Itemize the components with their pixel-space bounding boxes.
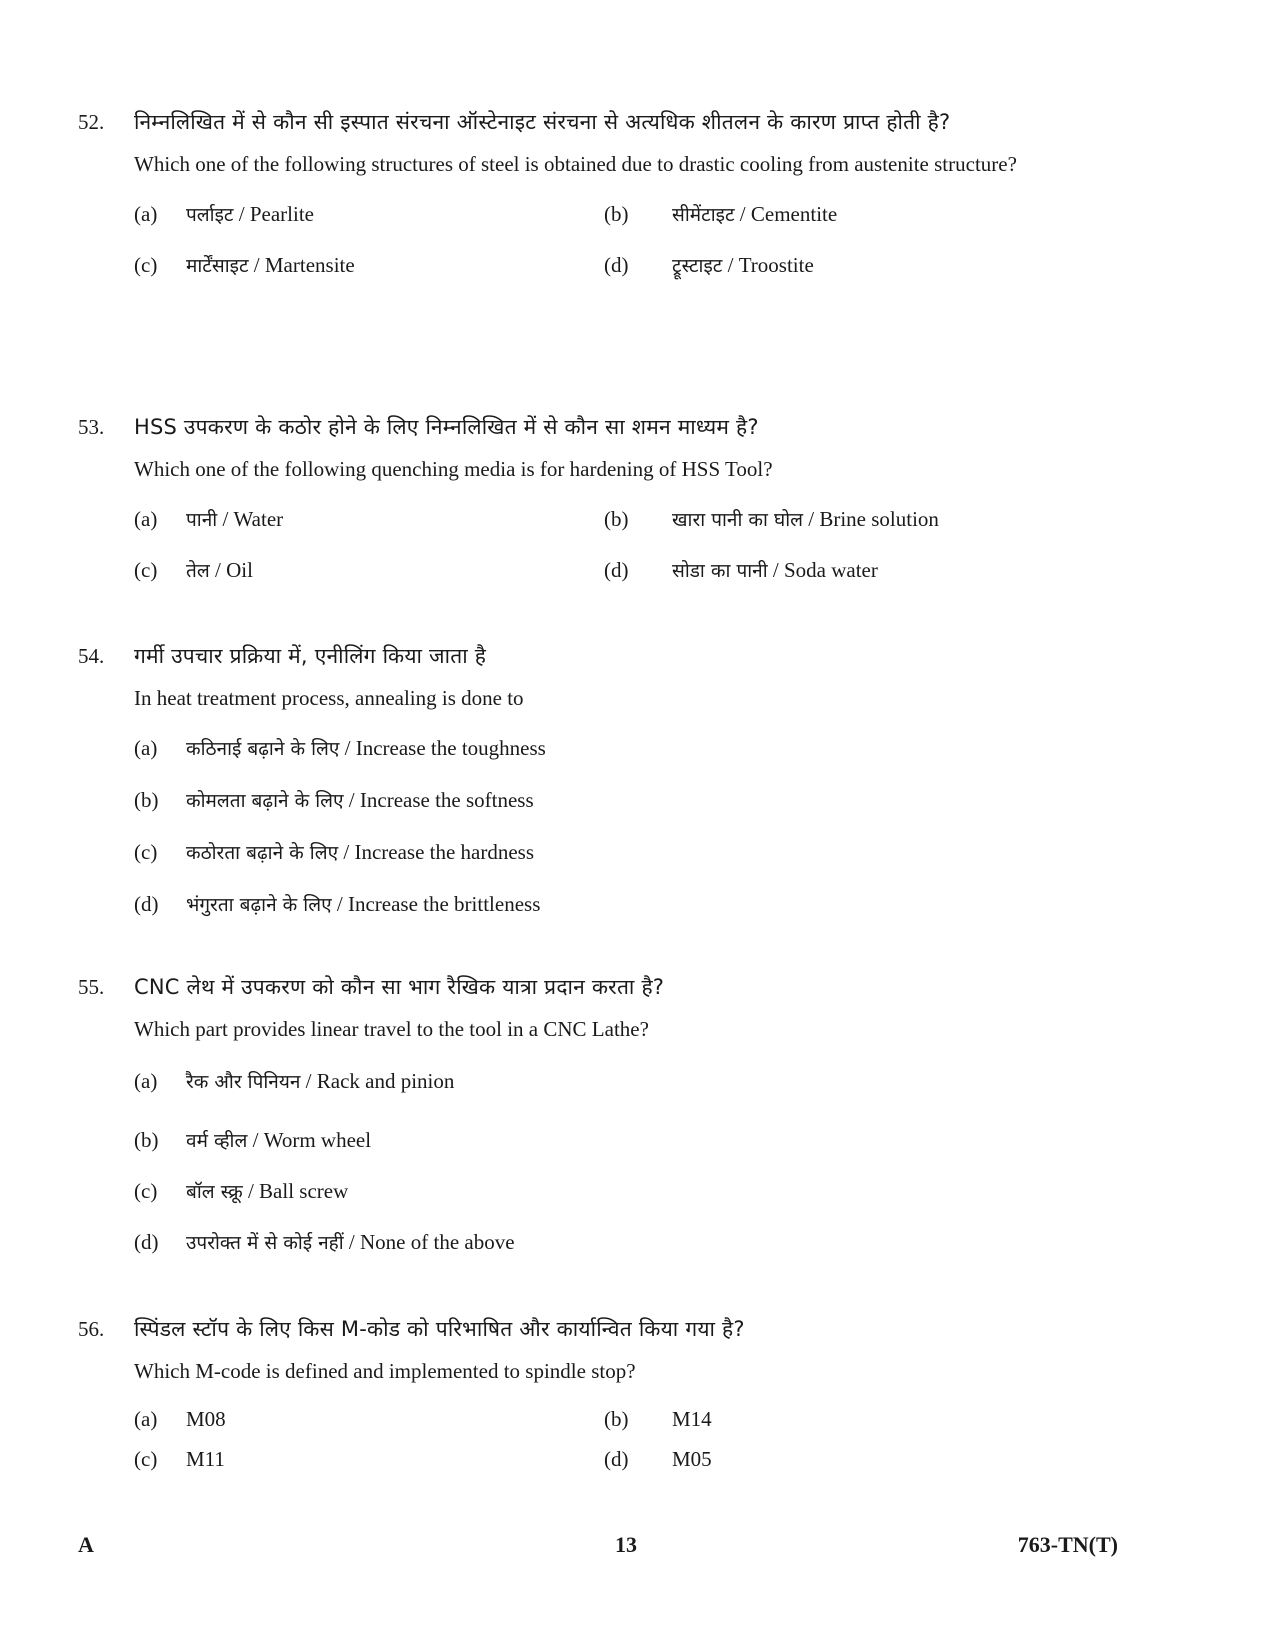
option-label: (c) (134, 1447, 158, 1471)
option-b (134, 785, 1138, 816)
option-b (604, 504, 1074, 535)
option-text-english: Increase the softness (359, 788, 534, 812)
option-c (134, 1444, 604, 1474)
option-text-hindi: तेल (186, 560, 210, 582)
option-text-hindi: वर्म व्हील (186, 1130, 248, 1152)
option-text-hindi: सोडा का पानी (672, 560, 768, 582)
option-label: (c) (134, 840, 158, 864)
option-separator: / (209, 558, 227, 582)
option-text-hindi: पर्लाइट (186, 204, 234, 226)
option-text-english: Pearlite (249, 202, 314, 226)
page-number: 13 (615, 1532, 637, 1557)
question-text-english: In heat treatment process, annealing is done to (134, 686, 524, 710)
option-text-english: Brine solution (819, 507, 939, 531)
option-text-hindi: सीमेंटाइट (672, 204, 735, 226)
option-separator: / (242, 1179, 260, 1203)
question-55 (78, 972, 1138, 1258)
question-text-english: Which M-code is defined and implemented to spindle stop? (134, 1359, 636, 1383)
question-text-hindi: स्पिंडल स्टॉप के लिए किस M-कोड को परिभाषित और कार्यान्वित किया गया है? (134, 1317, 745, 1341)
option-separator: / (343, 788, 360, 812)
option-separator: / (722, 253, 739, 277)
option-d (134, 889, 1138, 920)
option-a (134, 1066, 1138, 1097)
option-label: (d) (604, 253, 629, 277)
option-text-hindi: भंगुरता बढ़ाने के लिए (186, 894, 332, 916)
option-text-english: Worm wheel (263, 1128, 372, 1152)
question-52 (78, 107, 1138, 281)
option-a (134, 1404, 604, 1434)
option-text-english: Increase the toughness (355, 736, 546, 760)
option-b (134, 1125, 1138, 1156)
option-a (134, 199, 604, 230)
question-text-hindi: CNC लेथ में उपकरण को कौन सा भाग रैखिक यात्रा प्रदान करता है? (134, 975, 665, 999)
option-c (134, 1176, 1138, 1207)
option-d (604, 555, 1074, 586)
option-separator: / (767, 558, 784, 582)
series-code: A (78, 1532, 94, 1557)
option-a (134, 504, 604, 535)
option-label: (b) (604, 507, 629, 531)
option-separator: / (803, 507, 820, 531)
option-text-english: Water (233, 507, 284, 531)
option-text-hindi: कठिनाई बढ़ाने के लिए (186, 738, 340, 760)
option-a (134, 733, 1138, 764)
option-label: (c) (134, 1179, 158, 1203)
question-text-hindi: निम्नलिखित में से कौन सी इस्पात संरचना ऑस्टेनाइट संरचना से अत्यधिक शीतलन के कारण प्राप्त होती है? (134, 110, 951, 134)
option-c (134, 555, 604, 586)
option-label: (a) (134, 1407, 158, 1431)
question-number: 56. (78, 1317, 105, 1341)
option-label: (d) (604, 558, 629, 582)
option-d (604, 1444, 1074, 1474)
option-b (604, 1404, 1074, 1434)
option-label: (a) (134, 736, 158, 760)
options-list (134, 1066, 1138, 1258)
option-label: (a) (134, 202, 158, 226)
options-grid (134, 199, 1138, 281)
option-text-hindi: ट्रूस्टाइट (672, 255, 723, 277)
option-separator: / (339, 736, 356, 760)
option-text-hindi: रैक और पिनियन (186, 1071, 301, 1093)
option-text-hindi: कठोरता बढ़ाने के लिए (186, 842, 339, 864)
options-grid (134, 504, 1138, 586)
option-text-english: Rack and pinion (316, 1069, 455, 1093)
option-text-english: Martensite (264, 253, 355, 277)
paper-code: 763-TN(T) (1017, 1532, 1118, 1557)
option-text-english: M11 (186, 1447, 225, 1471)
question-number: 55. (78, 975, 105, 999)
question-number: 53. (78, 415, 105, 439)
option-text-english: M08 (186, 1407, 226, 1431)
option-label: (a) (134, 1069, 158, 1093)
option-separator: / (247, 1128, 264, 1152)
option-text-english: Increase the hardness (354, 840, 535, 864)
question-text-hindi: गर्मी उपचार प्रक्रिया में, एनीलिंग किया जाता है (134, 644, 487, 668)
option-text-english: Soda water (783, 558, 878, 582)
option-text-english: M05 (672, 1447, 712, 1471)
option-label: (b) (604, 202, 629, 226)
option-c (134, 250, 604, 281)
option-label: (d) (604, 1447, 629, 1471)
option-text-english: Troostite (738, 253, 814, 277)
option-text-english: Oil (226, 558, 253, 582)
option-text-hindi: मार्टेंसाइट (186, 255, 249, 277)
option-label: (d) (134, 1230, 159, 1254)
option-text-hindi: कोमलता बढ़ाने के लिए (186, 790, 344, 812)
option-label: (b) (134, 788, 159, 812)
option-b (604, 199, 1074, 230)
option-separator: / (217, 507, 234, 531)
option-text-english: Cementite (750, 202, 838, 226)
option-label: (a) (134, 507, 158, 531)
question-53 (78, 412, 1138, 586)
option-separator: / (300, 1069, 317, 1093)
question-text-english: Which one of the following quenching media is for hardening of HSS Tool? (134, 457, 773, 481)
option-text-english: None of the above (360, 1230, 515, 1254)
option-text-hindi: बॉल स्क्रू (186, 1181, 243, 1203)
option-text-hindi: पानी (186, 509, 218, 531)
option-label: (b) (134, 1128, 159, 1152)
question-number: 52. (78, 110, 105, 134)
option-separator: / (331, 892, 348, 916)
question-54 (78, 641, 1138, 920)
option-separator: / (734, 202, 751, 226)
option-d (604, 250, 1074, 281)
question-number: 54. (78, 644, 105, 668)
option-label: (b) (604, 1407, 629, 1431)
options-grid (134, 1404, 1138, 1474)
question-text-hindi: HSS उपकरण के कठोर होने के लिए निम्नलिखित में से कौन सा शमन माध्यम है? (134, 415, 759, 439)
option-text-hindi: खारा पानी का घोल (672, 509, 803, 531)
option-label: (c) (134, 253, 158, 277)
option-label: (d) (134, 892, 159, 916)
option-c (134, 837, 1138, 868)
option-text-english: Increase the brittleness (347, 892, 541, 916)
option-d (134, 1227, 1138, 1258)
question-text-english: Which one of the following structures of steel is obtained due to drastic cooling from austenite structure? (134, 152, 1017, 176)
option-label: (c) (134, 558, 158, 582)
option-separator: / (338, 840, 355, 864)
option-text-hindi: उपरोक्त में से कोई नहीं (186, 1232, 344, 1254)
option-separator: / (233, 202, 250, 226)
options-list (134, 733, 1138, 920)
option-text-english: M14 (672, 1407, 712, 1431)
option-separator: / (248, 253, 265, 277)
page-footer (78, 1532, 1118, 1562)
question-56 (78, 1314, 1138, 1474)
option-text-english: Ball screw (259, 1179, 349, 1203)
question-text-english: Which part provides linear travel to the tool in a CNC Lathe? (134, 1017, 649, 1041)
option-separator: / (343, 1230, 361, 1254)
